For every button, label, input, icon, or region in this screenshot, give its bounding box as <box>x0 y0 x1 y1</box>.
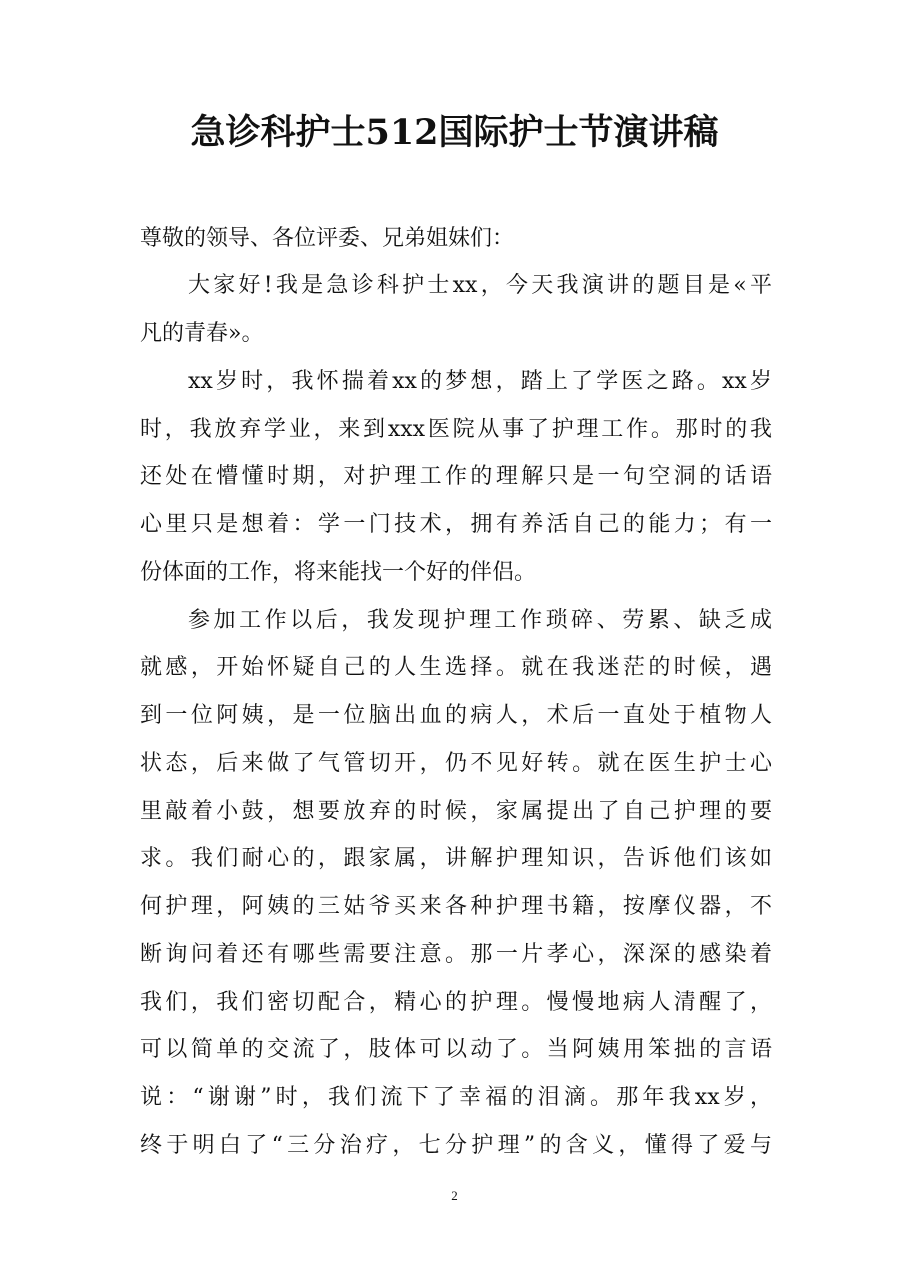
paragraph-line: 参加工作以后，我发现护理工作琐碎、劳累、缺乏成 <box>188 608 772 633</box>
paragraph-line: 时，我放弃学业，来到xxx医院从事了护理工作。那时的我 <box>140 417 772 442</box>
paragraph-line: xx岁时，我怀揣着xx的梦想，踏上了学医之路。xx岁 <box>188 369 772 394</box>
paragraph-line: 求。我们耐心的，跟家属，讲解护理知识，告诉他们该如 <box>140 846 772 871</box>
paragraph-line: 说：“谢谢”时，我们流下了幸福的泪滴。那年我xx岁， <box>140 1085 772 1110</box>
paragraph-line: 终于明白了“三分治疗，七分护理”的含义，懂得了爱与 <box>140 1133 772 1158</box>
paragraph-line: 断询问着还有哪些需要注意。那一片孝心，深深的感染着 <box>140 942 772 967</box>
document-title: 急诊科护士512国际护士节演讲稿 <box>190 112 719 153</box>
paragraph-line: 可以简单的交流了，肢体可以动了。当阿姨用笨拙的言语 <box>140 1037 772 1062</box>
page-number: 2 <box>451 1188 458 1203</box>
paragraph-line: 状态，后来做了气管切开，仍不见好转。就在医生护士心 <box>140 751 772 776</box>
paragraph-line: 还处在懵懂时期，对护理工作的理解只是一句空洞的话语 <box>140 464 772 489</box>
salutation-line: 尊敬的领导、各位评委、兄弟姐妹们： <box>140 226 515 251</box>
paragraph-line: 凡的青春»。 <box>140 321 264 346</box>
paragraph-line: 就感，开始怀疑自己的人生选择。就在我迷茫的时候，遇 <box>140 655 772 680</box>
paragraph-line: 份体面的工作，将来能找一个好的伴侣。 <box>140 560 537 585</box>
paragraph-line: 大家好!我是急诊科护士xx，今天我演讲的题目是«平 <box>188 273 772 298</box>
paragraph-line: 到一位阿姨，是一位脑出血的病人，术后一直处于植物人 <box>140 703 772 728</box>
paragraph-line: 我们，我们密切配合，精心的护理。慢慢地病人清醒了， <box>140 990 772 1015</box>
paragraph-line: 里敲着小鼓，想要放弃的时候，家属提出了自己护理的要 <box>140 799 772 824</box>
paragraph-line: 何护理，阿姨的三姑爷买来各种护理书籍，按摩仪器，不 <box>140 894 772 919</box>
paragraph-line: 心里只是想着：学一门技术，拥有养活自己的能力；有一 <box>140 512 772 537</box>
